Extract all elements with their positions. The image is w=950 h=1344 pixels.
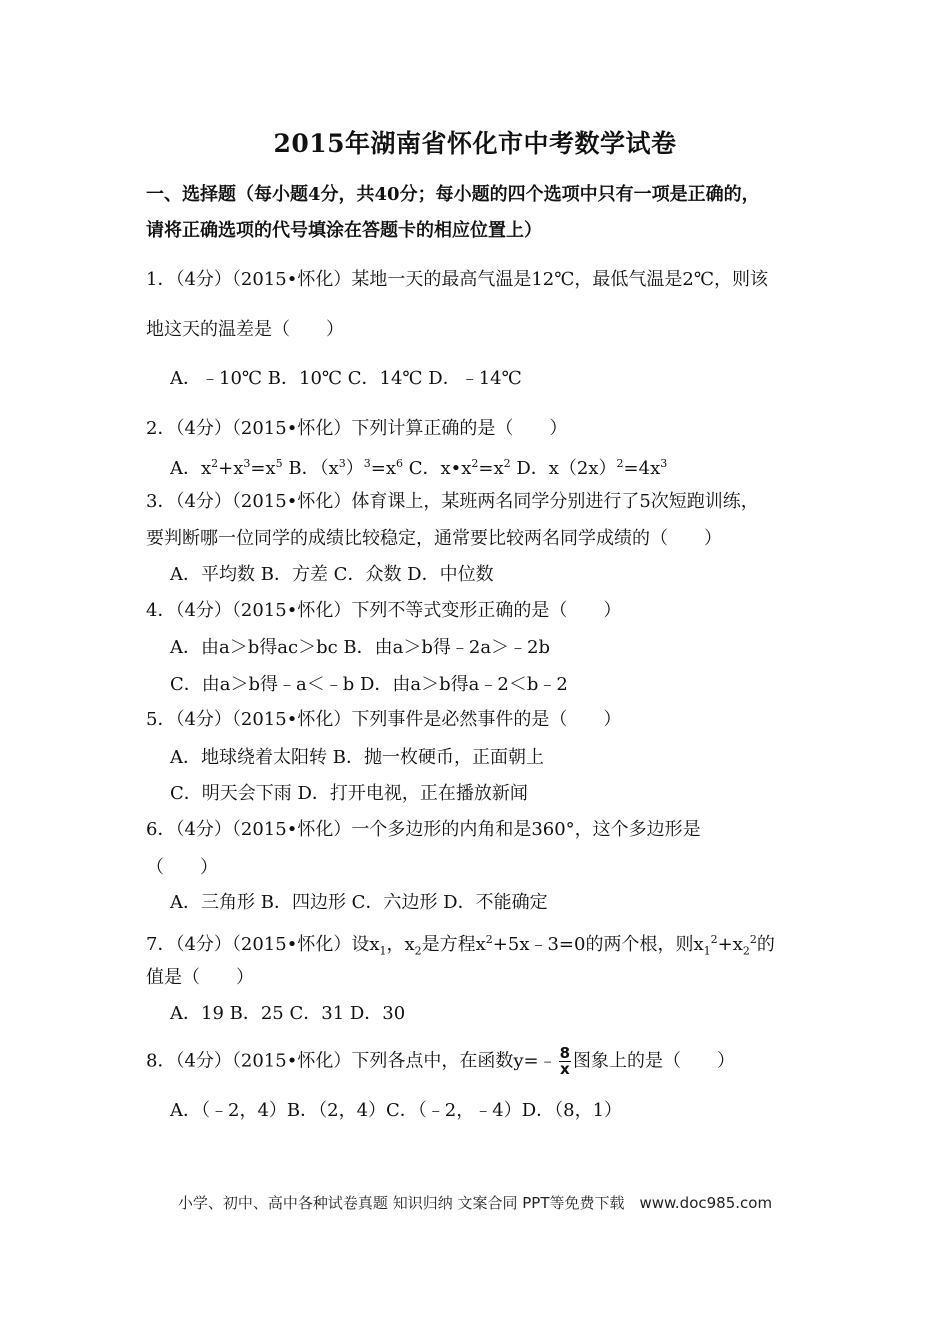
question-4-text: 4．（4分）（2015•怀化）下列不等式变形正确的是（ ） xyxy=(146,600,622,621)
question-4-options-cd: C．由a＞b得﹣a＜﹣b D．由a＞b得a﹣2＜b﹣2 xyxy=(170,674,568,695)
question-6-text-cont: （ ） xyxy=(146,857,218,878)
fraction-numerator: 8 xyxy=(559,1044,571,1062)
question-3-text-cont: 要判断哪一位同学的成绩比较稳定，通常要比较两名同学成绩的（ ） xyxy=(146,528,722,549)
question-3-text: 3．（4分）（2015•怀化）体育课上，某班两名同学分别进行了5次短跑训练， xyxy=(146,491,759,512)
question-6-text: 6．（4分）（2015•怀化）一个多边形的内角和是360°，这个多边形是 xyxy=(146,819,701,840)
question-5-text: 5．（4分）（2015•怀化）下列事件是必然事件的是（ ） xyxy=(146,709,622,730)
question-2-text: 2．（4分）（2015•怀化）下列计算正确的是（ ） xyxy=(146,418,568,439)
question-8-prefix: 8．（4分）（2015•怀化）下列各点中，在函数y=﹣ xyxy=(146,1050,557,1072)
question-6-options: A．三角形 B．四边形 C．六边形 D．不能确定 xyxy=(170,892,548,913)
fraction-8-over-x xyxy=(559,1046,571,1077)
section-heading-line-1: 一、选择题（每小题4分，共40分；每小题的四个选项中只有一项是正确的， xyxy=(146,184,760,205)
question-7-text-cont: 值是（ ） xyxy=(146,967,254,988)
section-heading-line-2: 请将正确选项的代号填涂在答题卡的相应位置上） xyxy=(146,220,542,241)
question-7-options: A．19 B．25 C．31 D．30 xyxy=(170,1003,406,1024)
question-2-options: A．$x^2+x^3=x^5$ B．$(x^3)^3=x^6$ C．$x•x^2=x^2$ D．$x(2x)^2=4x^3$ xyxy=(170,457,668,479)
question-1-text-cont: 地这天的温差是（ ） xyxy=(146,319,344,340)
question-8-text xyxy=(146,1046,735,1077)
question-3-options: A．平均数 B．方差 C．众数 D．中位数 xyxy=(170,564,494,585)
question-4-options-ab: A．由a＞b得ac＞bc B．由a＞b得﹣2a＞﹣2b xyxy=(170,637,551,658)
question-5-options-ab: A．地球绕着太阳转 B．抛一枚硬币，正面朝上 xyxy=(170,747,544,768)
question-5-options-cd: C．明天会下雨 D．打开电视，正在播放新闻 xyxy=(170,783,528,804)
page-title: 2015年湖南省怀化市中考数学试卷 xyxy=(273,129,677,158)
page-footer: 小学、初中、高中各种试卷真题 知识归纳 文案合同 PPT等免费下载 www.doc985.com xyxy=(177,1194,773,1212)
question-8-options: A．（﹣2，4）B．（2，4）C．（﹣2，﹣4）D．（8，1） xyxy=(170,1100,623,1121)
question-7-text: 7．（4分）（2015•怀化）设$x_1$，$x_2$是方程$x^2+5x﹣3=0$的两个根，则$x_1^2+x_2^2$的 xyxy=(146,933,775,958)
question-1-options: A．﹣10℃ B．10℃ C．14℃ D．﹣14℃ xyxy=(170,368,522,389)
fraction-denominator: x xyxy=(559,1060,570,1078)
question-8-suffix: 图象上的是（ ） xyxy=(573,1050,736,1072)
question-1-text: 1．（4分）（2015•怀化）某地一天的最高气温是12℃，最低气温是2℃，则该 xyxy=(146,269,768,290)
